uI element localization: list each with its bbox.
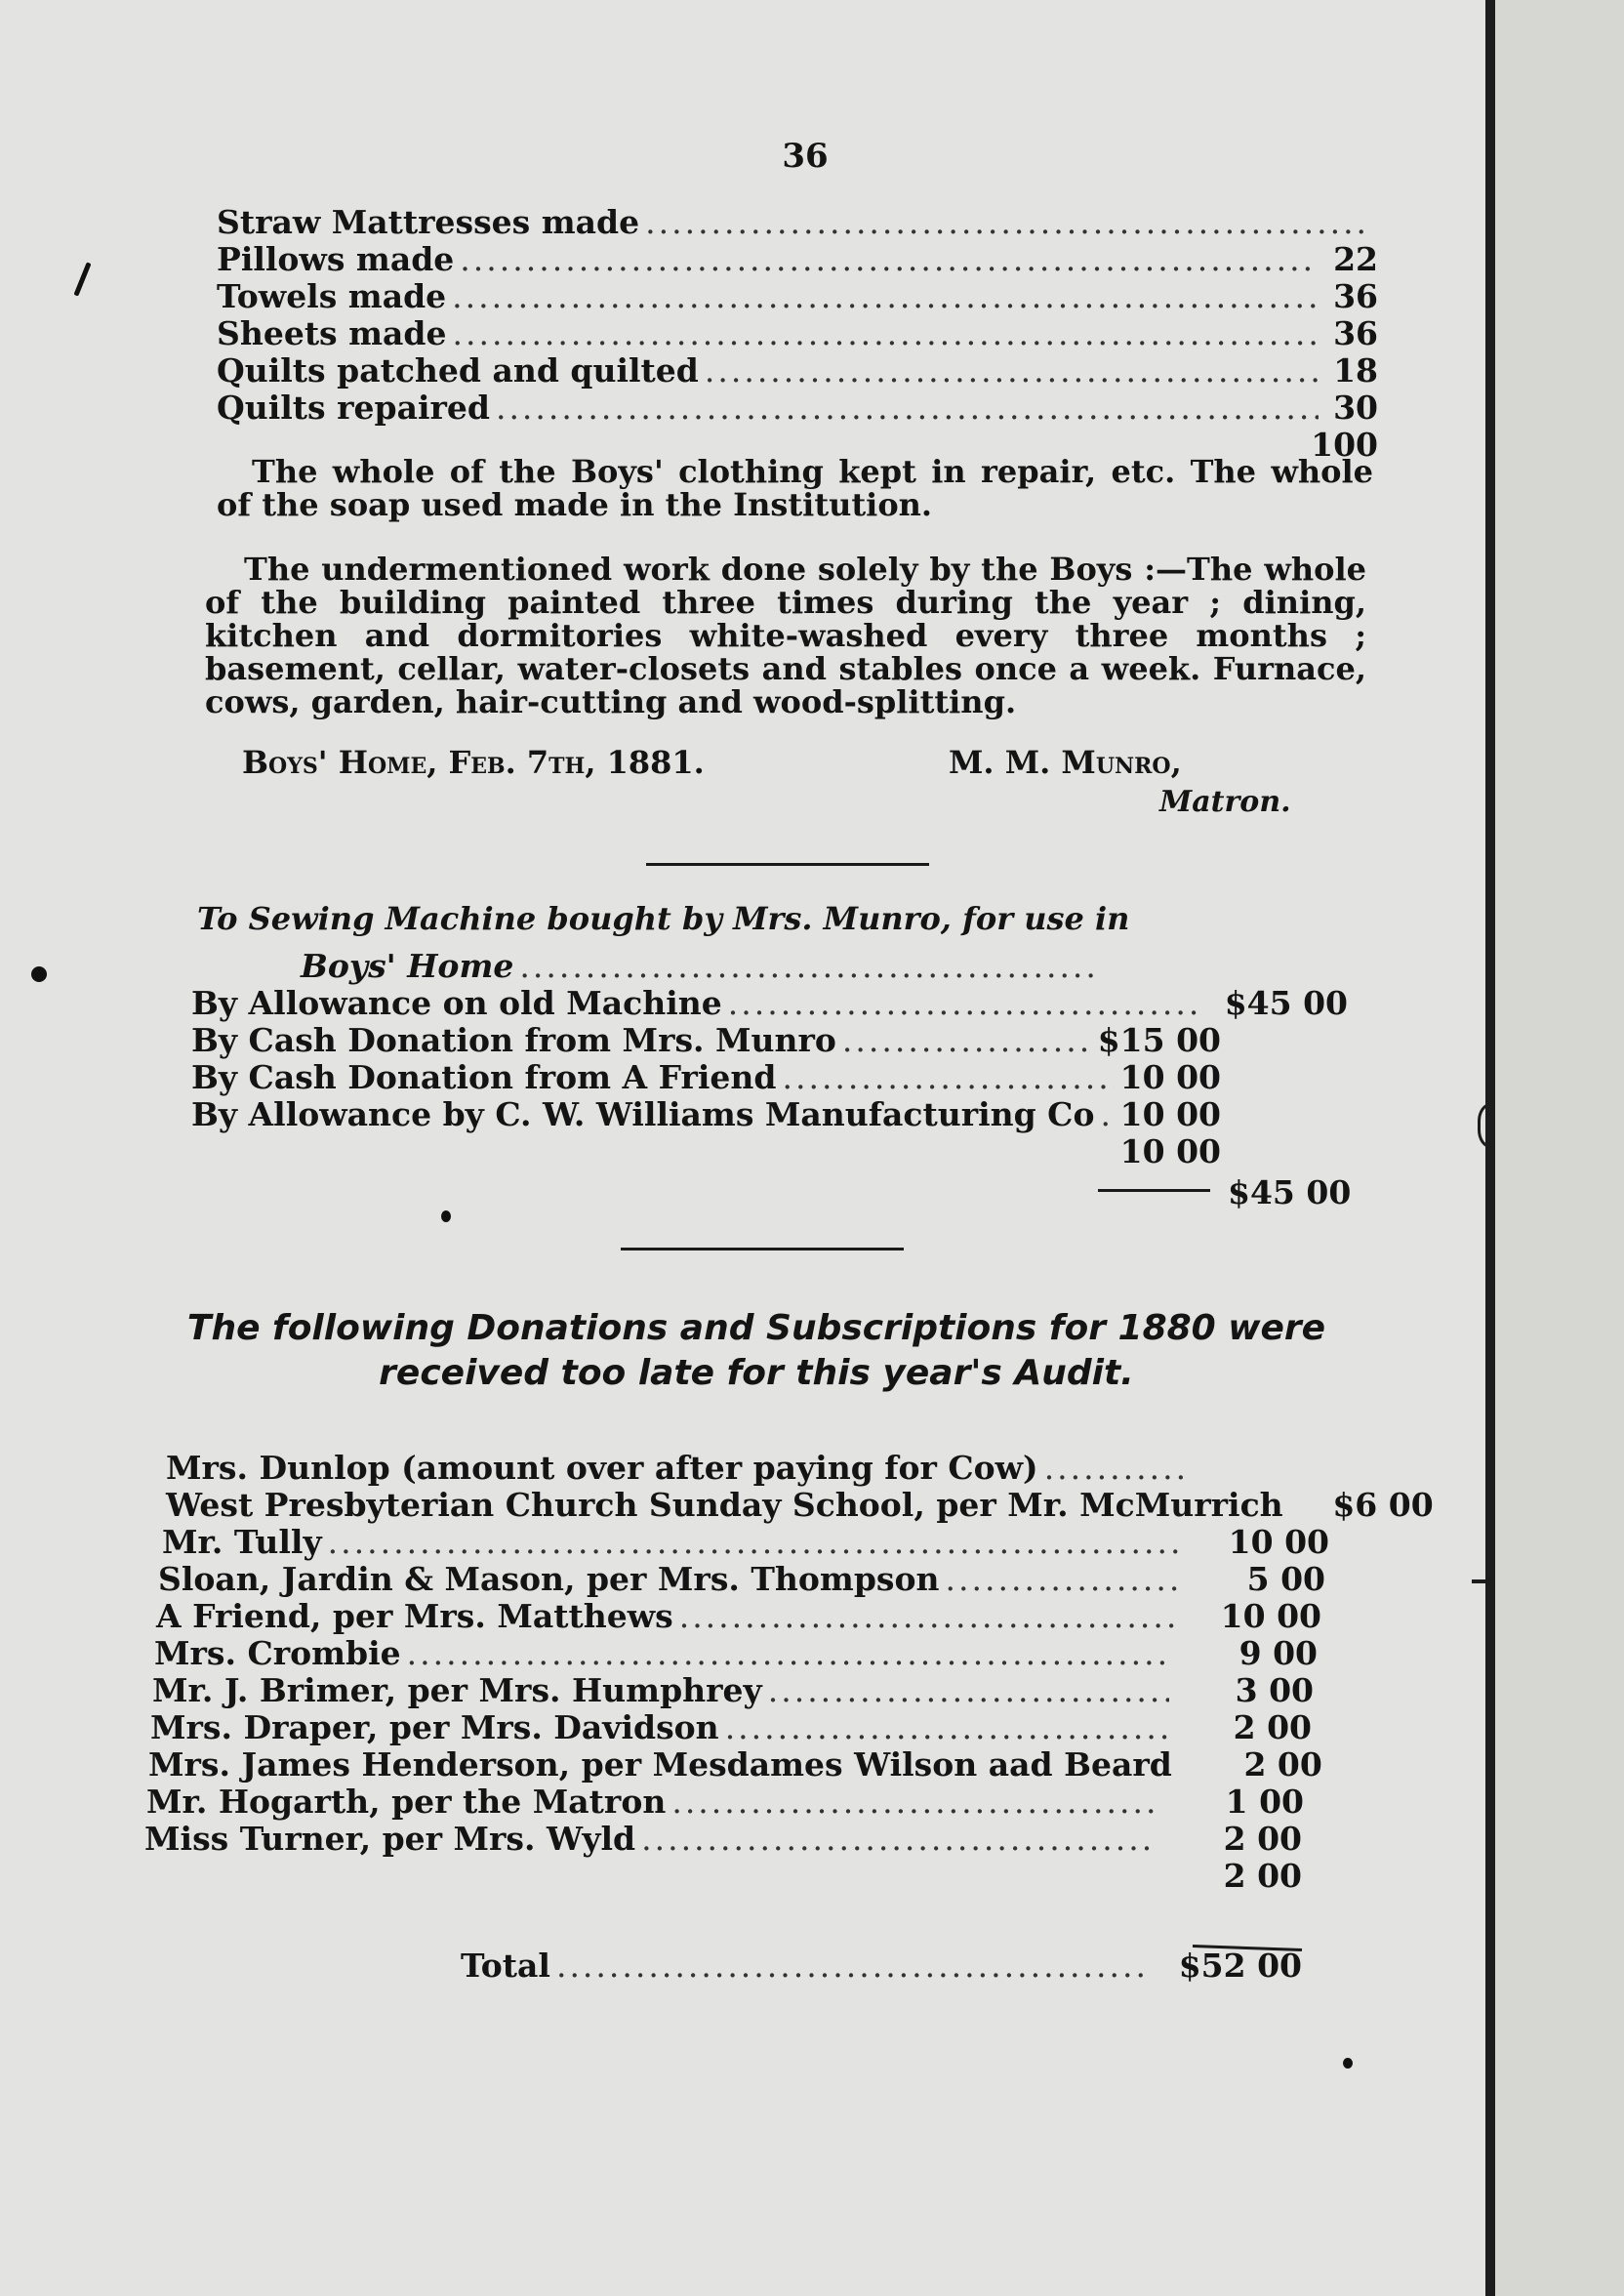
item-label: By Cash Donation from Mrs. Munro <box>191 1021 836 1059</box>
list-item <box>191 1058 1221 1097</box>
list-item <box>217 277 1378 316</box>
signature-name: M. M. Munro, <box>949 744 1182 781</box>
dot-leader <box>705 351 1319 390</box>
donation-amount: 9 00 <box>1238 1634 1318 1672</box>
dot-leader <box>496 389 1319 427</box>
list-item <box>217 389 1378 428</box>
item-value: 100 <box>1311 426 1378 464</box>
donation-amount: 2 00 <box>1223 1820 1302 1858</box>
donor-label: Mr. J. Brimer, per Mrs. Humphrey <box>152 1671 762 1709</box>
donation-amount: 10 00 <box>1220 1597 1321 1635</box>
donation-row <box>144 1820 1302 1859</box>
facing-page-edge <box>1495 0 1624 2296</box>
dot-leader <box>728 984 1198 1022</box>
donation-amount: $6 00 <box>1332 1486 1434 1524</box>
total-row <box>461 1931 1302 1985</box>
ink-speck <box>1343 2058 1353 2069</box>
donation-row <box>144 1857 1302 1896</box>
donation-amount: 5 00 <box>1246 1560 1325 1598</box>
list-item <box>217 314 1378 353</box>
donation-amount: 3 00 <box>1235 1671 1314 1709</box>
paragraph-boys-work: The undermentioned work done solely by the Boys :—The whole of the building painted three times during the year ; dining, kitchen and dormitories white-washed every three months ; basement, cellar, water-closets and stables once a week. Furnace, cows, garden, hair-cutting and wood-splitting. <box>205 551 1366 720</box>
item-label: By Cash Donation from A Friend <box>191 1058 777 1096</box>
dot-leader <box>641 1820 1157 1858</box>
donor-label: West Presbyterian Church Sunday School, per Mr. McMurrich <box>166 1486 1283 1524</box>
donor-label: Mrs. Dunlop (amount over after paying for Cow) <box>166 1449 1038 1487</box>
divider <box>646 863 929 866</box>
dot-leader <box>671 1783 1159 1821</box>
list-item <box>301 947 1101 986</box>
donation-row <box>154 1634 1318 1673</box>
dot-leader <box>725 1708 1167 1746</box>
donation-row <box>156 1597 1321 1636</box>
donor-label: Mrs. Draper, per Mrs. Davidson <box>150 1708 719 1746</box>
dot-leader <box>645 203 1372 241</box>
item-value: 22 <box>1333 240 1378 278</box>
sum-rule <box>1098 1189 1210 1192</box>
list-item <box>191 984 1348 1023</box>
item-label: Quilts patched and quilted <box>217 351 699 390</box>
item-label: Sheets made <box>217 314 447 352</box>
dot-leader <box>556 1947 1152 1985</box>
donation-row <box>146 1783 1304 1822</box>
donation-row <box>150 1708 1312 1747</box>
item-value: 10 00 <box>1119 1095 1221 1133</box>
item-label: Boys' Home <box>301 947 514 985</box>
item-value: 18 <box>1333 351 1378 390</box>
dot-leader <box>1100 1095 1114 1133</box>
item-label: By Allowance by C. W. Williams Manufacturing Co <box>191 1095 1095 1133</box>
donor-label: Sloan, Jardin & Mason, per Mrs. Thompson <box>158 1560 940 1598</box>
item-label: By Allowance on old Machine <box>191 984 722 1022</box>
item-label: Quilts repaired <box>217 389 490 427</box>
dot-leader <box>946 1560 1181 1598</box>
paragraph-clothing: The whole of the Boys' clothing kept in repair, etc. The whole of the soap used made in the Institution. <box>217 453 1373 523</box>
dot-leader <box>768 1671 1169 1709</box>
donor-label: Mrs. Crombie <box>154 1634 401 1672</box>
item-value: 36 <box>1333 277 1378 315</box>
donor-label: Mr. Tully <box>162 1523 322 1561</box>
ink-speck <box>441 1210 451 1222</box>
donation-amount: 2 00 <box>1243 1745 1322 1784</box>
donation-row <box>148 1745 1322 1784</box>
donation-amount: 2 00 <box>1223 1857 1302 1895</box>
donation-row <box>166 1449 1191 1488</box>
dot-leader <box>842 1021 1092 1059</box>
donation-row <box>152 1671 1314 1710</box>
dot-leader <box>519 947 1095 985</box>
item-value: 10 00 <box>1119 1132 1221 1170</box>
dot-leader <box>1044 1449 1185 1487</box>
divider <box>621 1248 904 1250</box>
item-label: Pillows made <box>217 240 455 278</box>
donation-row <box>166 1486 1434 1525</box>
list-item <box>217 351 1378 390</box>
donor-label: A Friend, per Mrs. Matthews <box>156 1597 673 1635</box>
signature-title: Matron. <box>1159 785 1291 819</box>
list-item <box>191 1021 1221 1060</box>
donation-amount: 2 00 <box>1233 1708 1312 1746</box>
total-label: Total <box>461 1947 550 1985</box>
donor-label: Mrs. James Henderson, per Mesdames Wilson aad Beard <box>148 1745 1172 1784</box>
donation-row <box>158 1560 1325 1599</box>
binding-thread <box>1472 1579 1498 1583</box>
dot-leader <box>453 314 1320 352</box>
donor-label: Miss Turner, per Mrs. Wyld <box>144 1820 636 1858</box>
ink-mark <box>73 262 91 296</box>
page-number: 36 <box>782 137 829 176</box>
donation-amount: 10 00 <box>1228 1523 1329 1561</box>
dot-leader <box>407 1634 1173 1672</box>
dot-leader <box>328 1523 1185 1561</box>
signature-place-date: Boys' Home, Feb. 7th, 1881. <box>242 744 705 781</box>
sewing-heading: To Sewing Machine bought by Mrs. Munro, for use in <box>197 900 1130 937</box>
item-value: $15 00 <box>1097 1021 1221 1059</box>
list-item <box>217 203 1378 242</box>
sewing-total: $45 00 <box>1228 1173 1352 1211</box>
donation-row <box>162 1523 1329 1562</box>
item-value: 10 00 <box>1119 1058 1221 1096</box>
item-value: 30 <box>1333 389 1378 427</box>
dot-leader <box>460 240 1319 278</box>
item-value: $45 00 <box>1224 984 1348 1022</box>
donation-amount: 1 00 <box>1225 1783 1304 1821</box>
donations-heading: The following Donations and Subscriptions for 1880 were received too late for this year's Audit. <box>186 1308 1326 1393</box>
page-edge <box>1485 0 1495 2296</box>
dot-leader <box>452 277 1319 315</box>
dot-leader <box>782 1058 1114 1096</box>
ink-speck <box>31 966 47 982</box>
item-label: Straw Mattresses made <box>217 203 640 241</box>
list-item <box>191 1095 1221 1134</box>
list-item <box>191 1132 1221 1171</box>
total-amount: $52 00 <box>1178 1947 1302 1985</box>
list-item <box>217 240 1378 279</box>
donor-label: Mr. Hogarth, per the Matron <box>146 1783 667 1821</box>
item-label: Towels made <box>217 277 447 315</box>
dot-leader <box>679 1597 1177 1635</box>
item-value: 36 <box>1333 314 1378 352</box>
